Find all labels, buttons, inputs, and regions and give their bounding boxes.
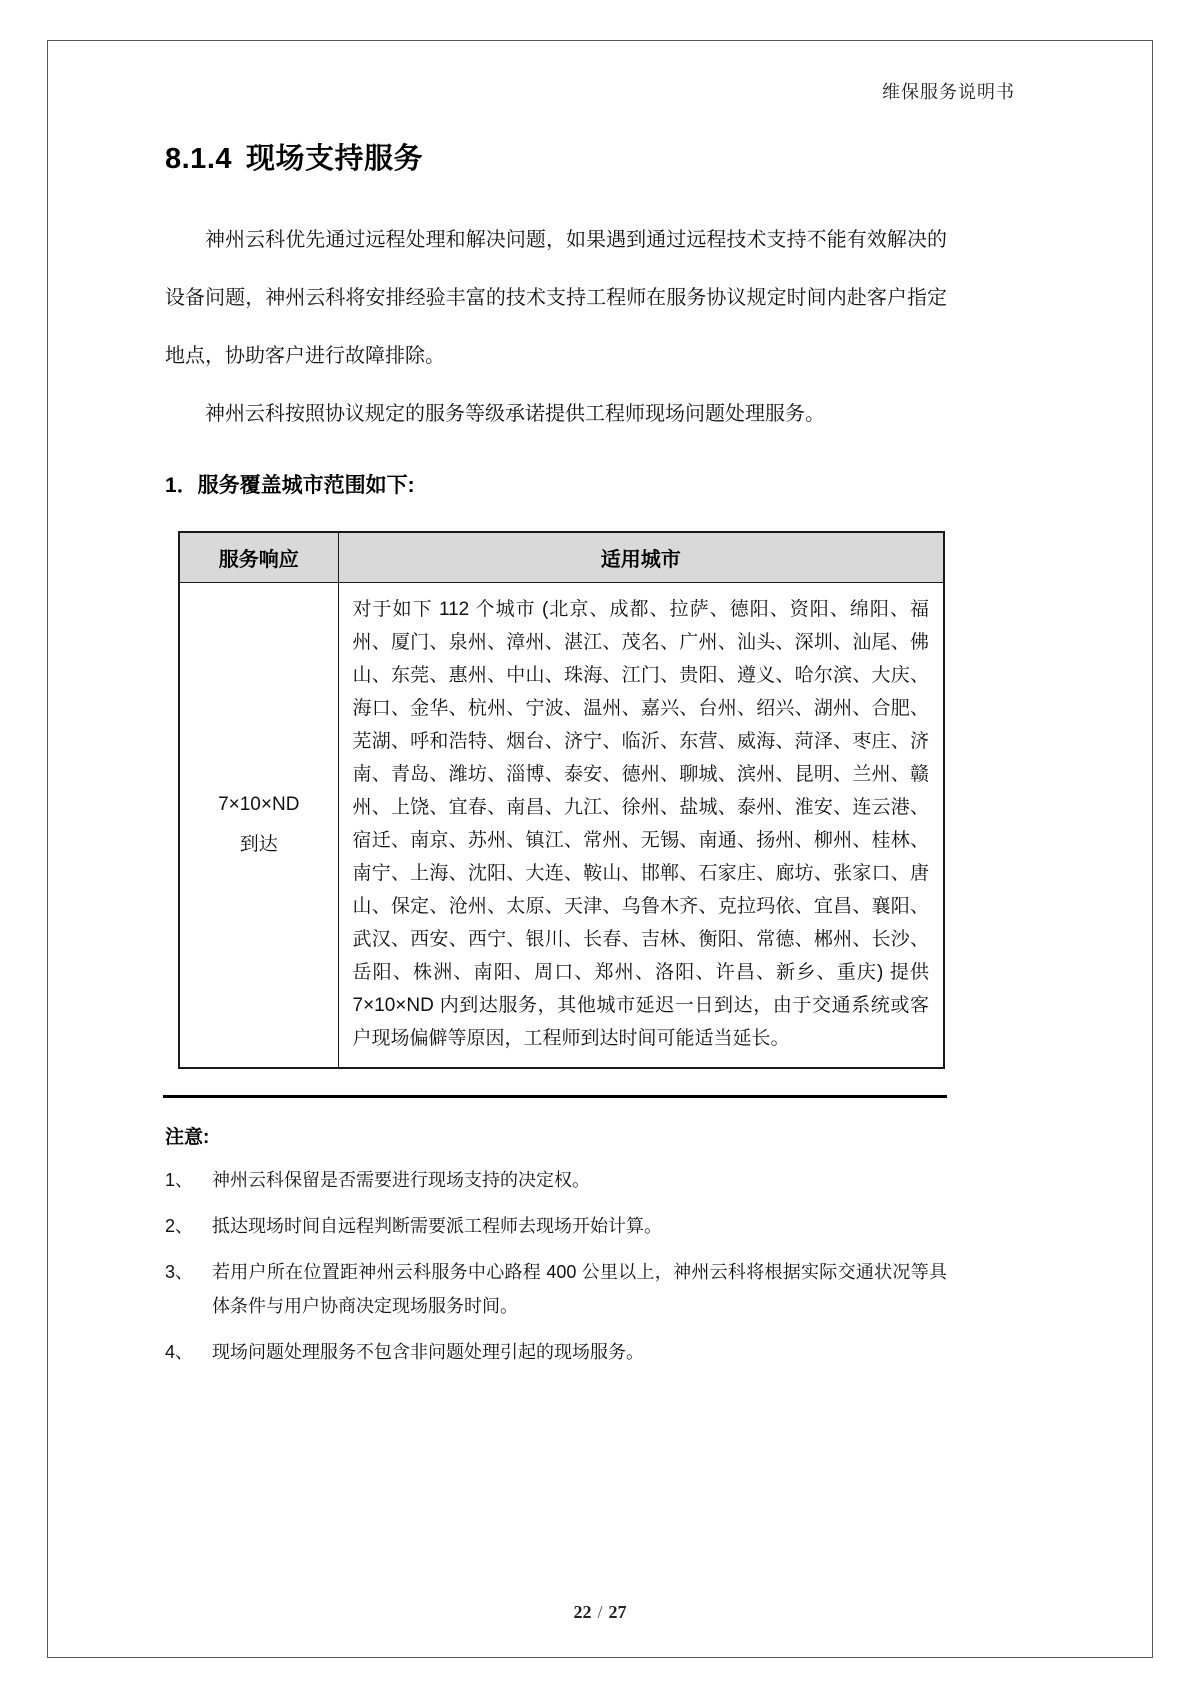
note-marker: 1、 — [165, 1169, 194, 1190]
table-header-row — [179, 532, 944, 582]
response-arrival: 到达 — [239, 833, 278, 855]
cities-cell: 对于如下 112 个城市 (北京、成都、拉萨、德阳、资阳、绵阳、福州、厦门、泉州、漳州、湛江、茂名、广州、汕头、深圳、汕尾、佛山、东莞、惠州、中山、珠海、江门、贵阳、遵义、哈尔滨、大庆、海口、金华、杭州、宁波、温州、嘉兴、台州、绍兴、湖州、合肥、芜湖、呼和浩特、烟台、济宁、临沂、东营、威海、菏泽、枣庄、济南、青岛、潍坊、淄博、泰安、德州、聊城、滨州、昆明、兰州、赣州、上饶、宜春、南昌、九江、徐州、盐城、泰州、淮安、连云港、宿迁、南京、苏州、镇江、常州、无锡、南通、扬州、柳州、桂林、南宁、上海、沈阳、大连、鞍山、邯郸、石家庄、廊坊、张家口、唐山、保定、沧州、太原、天津、乌鲁木齐、克拉玛依、宜昌、襄阳、武汉、西安、西宁、银川、长春、吉林、衡阳、常德、郴州、长沙、岳阳、株洲、南阳、周口、郑州、洛阳、许昌、新乡、重庆) 提供 7×10×ND 内到达服务，其他城市延迟一日到达，由于交通系统或客户现场偏僻等原因，工程师到达时间可能适当延长。 — [338, 582, 944, 1068]
note-text: 现场问题处理服务不包含非问题处理引起的现场服务。 — [212, 1341, 644, 1362]
table-header-response: 服务响应 — [179, 532, 338, 582]
notes-title: 注意: — [165, 1126, 210, 1148]
response-level: 7×10×ND — [218, 793, 300, 815]
document-header-title: 维保服务说明书 — [882, 82, 1015, 102]
section-number: 8.1.4 — [165, 143, 232, 175]
table-header-cities: 适用城市 — [338, 532, 944, 582]
paragraph-intro: 神州云科优先通过远程处理和解决问题，如果遇到通过远程技术支持不能有效解决的设备问题，神州云科将安排经验丰富的技术支持工程师在服务协议规定时间内赴客户指定地点，协助客户进行故障排除。 — [165, 229, 947, 367]
note-item — [165, 1335, 947, 1369]
paragraph-commitment: 神州云科按照协议规定的服务等级承诺提供工程师现场问题处理服务。 — [205, 403, 825, 425]
note-marker: 2、 — [165, 1215, 194, 1236]
page-footer — [0, 1602, 1200, 1623]
list-heading-coverage: 1．服务覆盖城市范围如下: — [165, 474, 415, 497]
note-text: 若用户所在位置距神州云科服务中心路程 400 公里以上，神州云科将根据实际交通状况等具体条件与用户协商决定现场服务时间。 — [212, 1261, 947, 1316]
note-marker: 3、 — [165, 1261, 194, 1282]
service-coverage-table — [178, 531, 945, 1069]
section-heading — [165, 136, 947, 177]
page-number-separator: / — [597, 1602, 603, 1622]
page-number-total: 27 — [608, 1602, 627, 1622]
table-row — [179, 582, 944, 1068]
note-marker: 4、 — [165, 1341, 194, 1362]
note-item — [165, 1163, 947, 1197]
section-title: 现场支持服务 — [246, 143, 424, 175]
page-content — [165, 136, 947, 1369]
divider-rule — [163, 1095, 947, 1098]
page-number-current: 22 — [573, 1602, 592, 1622]
note-item — [165, 1255, 947, 1323]
note-text: 抵达现场时间自远程判断需要派工程师去现场开始计算。 — [212, 1215, 662, 1236]
response-cell — [179, 582, 338, 1068]
notes-list — [165, 1163, 947, 1369]
note-text: 神州云科保留是否需要进行现场支持的决定权。 — [212, 1169, 590, 1190]
note-item — [165, 1209, 947, 1243]
